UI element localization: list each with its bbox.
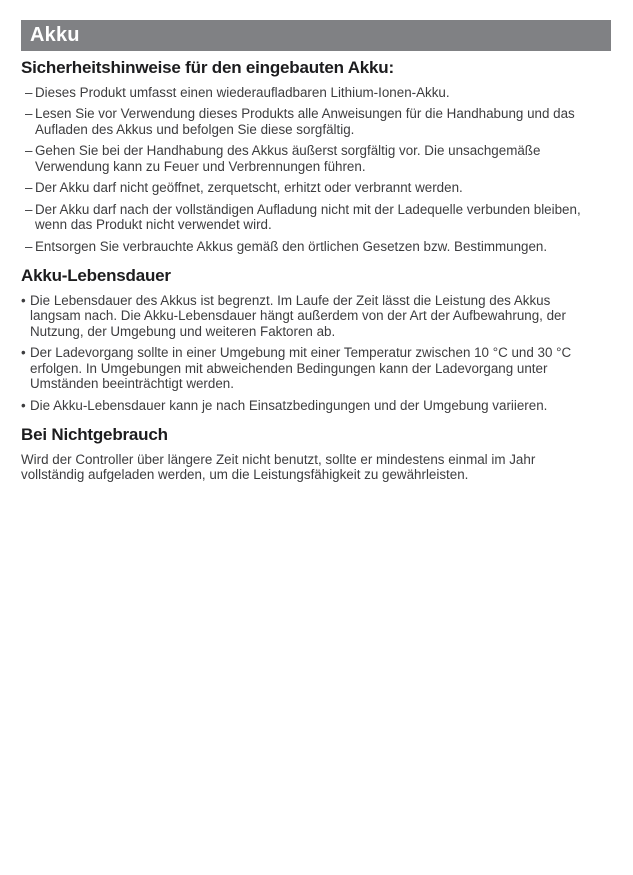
- list-item: [21, 293, 611, 340]
- dash-marker: –: [25, 143, 33, 159]
- list-item: [21, 239, 611, 255]
- lifespan-section-heading: Akku-Lebensdauer: [21, 266, 171, 286]
- list-item-text: Dieses Produkt umfasst einen wiederaufladbaren Lithium-Ionen-Akku.: [35, 84, 450, 100]
- list-item: [21, 202, 611, 233]
- list-item-text: Die Akku-Lebensdauer kann je nach Einsatzbedingungen und der Umgebung variieren.: [30, 397, 548, 413]
- page-title-bar: [21, 20, 611, 51]
- section-safety: [21, 58, 611, 254]
- list-item-text: Der Akku darf nach der vollständigen Aufladung nicht mit der Ladequelle verbunden bleiben, wenn das Produkt nicht verwendet wird.: [35, 201, 581, 233]
- bullet-marker: •: [21, 292, 26, 308]
- list-item: [21, 106, 611, 137]
- list-item-text: Die Lebensdauer des Akkus ist begrenzt. Im Laufe der Zeit lässt die Leistung des Akkus langsam nach. Die Akku-Lebensdauer hängt außerdem von der Art der Aufbewahrung, der Nutzung, der Umgebung und weiteren Faktoren ab.: [30, 292, 566, 339]
- dash-marker: –: [25, 238, 33, 254]
- list-item-text: Entsorgen Sie verbrauchte Akkus gemäß den örtlichen Gesetzen bzw. Bestimmungen.: [35, 238, 548, 254]
- safety-list: [21, 85, 611, 255]
- list-item-text: Gehen Sie bei der Handhabung des Akkus äußerst sorgfältig vor. Die unsachgemäße Verwendung kann zu Feuer und Verbrennungen führen.: [35, 143, 541, 174]
- dash-marker: –: [25, 84, 33, 100]
- page-title: Akku: [30, 23, 80, 46]
- list-item-text: Der Ladevorgang sollte in einer Umgebung mit einer Temperatur zwischen 10 °C und 30 °C erfolgen. In Umgebungen mit abweichenden Bedingungen kann der Ladevorgang unter Umständen beeinträchtigt werden.: [30, 345, 572, 392]
- list-item-text: Lesen Sie vor Verwendung dieses Produkts alle Anweisungen für die Handhabung und das Aufladen des Akkus und befolgen Sie diese sorgfältig.: [35, 106, 575, 137]
- list-item-text: Der Akku darf nicht geöffnet, zerquetscht, erhitzt oder verbrannt werden.: [35, 180, 463, 196]
- dash-marker: –: [25, 201, 33, 217]
- dash-marker: –: [25, 106, 33, 122]
- section-lifespan: [21, 266, 611, 413]
- list-item: [21, 180, 611, 196]
- safety-section-heading: Sicherheitshinweise für den eingebauten Akku:: [21, 58, 394, 77]
- bullet-marker: •: [21, 345, 26, 361]
- section-nonuse: [21, 425, 611, 483]
- bullet-marker: •: [21, 397, 26, 413]
- list-item: [21, 398, 611, 414]
- list-item: [21, 345, 611, 392]
- nonuse-paragraph: Wird der Controller über längere Zeit nicht benutzt, sollte er mindestens einmal im Jahr vollständig aufgeladen werden, um die Leistungsfähigkeit zu gewährleisten.: [21, 451, 536, 483]
- list-item: [21, 143, 611, 174]
- list-item: [21, 85, 611, 101]
- lifespan-list: [21, 293, 611, 414]
- nonuse-section-heading: Bei Nichtgebrauch: [21, 425, 168, 445]
- dash-marker: –: [25, 180, 33, 196]
